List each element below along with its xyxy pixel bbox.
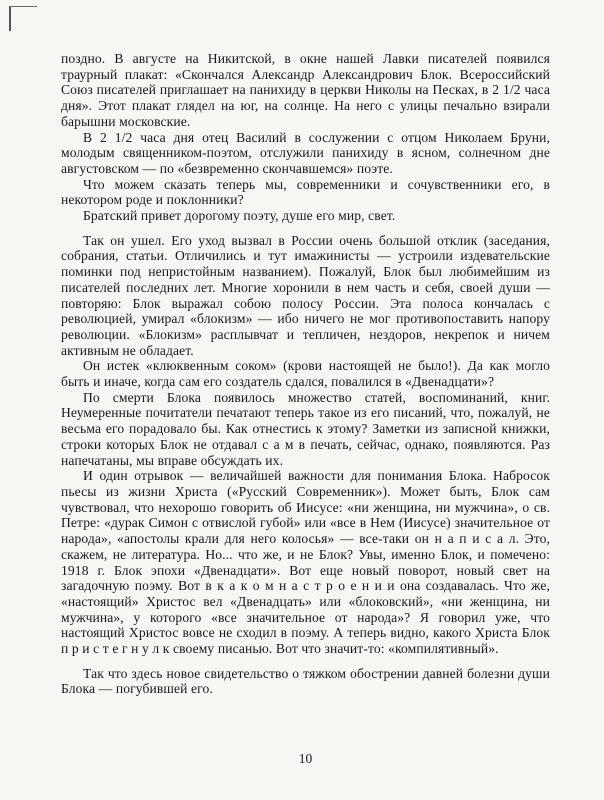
page-number: 10	[298, 751, 313, 766]
paragraph: Так он ушел. Его уход вызвал в России очень большой отклик (заседания, собрания, статьи. Отличились и тут имажинисты — устроили издевательские поминки под непристойным названием). Пожалуй, Блок был любимейшим из писателей последних лет. Многие хоронили в нем часть и себя, своей души — повторяю: Блок выражал собою полосу России. Эта полоса кончалась с революцией, умирал «блокизм» — ибо ничего не мог противопоставить напору революции. «Блокизм» расплывчат и тепличен, нездоров, некрепок и ничем активным не обладает.	[61, 232, 550, 358]
scan-edge-artifact	[9, 6, 37, 31]
paragraph: Братский привет дорогому поэту, душе его мир, свет.	[83, 208, 396, 224]
paragraph: И один отрывок — величайшей важности для понимания Блока. Набросок пьесы из жизни Христа («Русский Современник»). Может быть, Блок сам чувствовал, что нехорошо говорить об Иисусе: «ни женщина, ни мужчина», о св. Петре: «дурак Симон с отвислой губой» или «все в Нем (Иисусе) значительное от народа», «апостолы крали для него колосья» — все-таки он н а п и с а л. Это, скажем, не литература. Но... что же, и не Блок? Увы, именно Блок, и помечено: 1918 г. Блок эпохи «Двенадцати». Вот еще новый поворот, новый свет на загадочную поэму. Вот в к а к о м н а с т р о е н и и она создавалась. Что же, «настоящий» Христос вел «Двенадцать» или «блоковский», «ни женщина, ни мужчина», у которого «все значительное от народа»? Я говорил уже, что настоящий Христос вовсе не сходил в поэму. А теперь видно, какого Христа Блок п р и с т е г н у л к своему писанью. Вот что значит-то: «компилятивный».	[61, 468, 550, 657]
paragraph: В 2 1/2 часа дня отец Василий в сослужении с отцом Николаем Бруни, молодым священником-поэтом, отслужили панихиду в ясном, солнечном дне августовском — по «безвременно скончавшемся» поэте.	[61, 129, 550, 176]
paragraph: Так что здесь новое свидетельство о тяжком обострении давней болезни души Блока — погубившей его.	[61, 665, 550, 697]
paragraph: Что можем сказать теперь мы, современники и сочувственники его, в некотором роде и поклонники?	[61, 176, 550, 208]
paragraph: Он истек «клюквенным соком» (крови настоящей не было!). Да как могло быть и иначе, когда сам его создатель сдался, повалился в «Двенадцати»?	[61, 358, 550, 390]
page-text	[61, 51, 550, 697]
paragraph: По смерти Блока появилось множество статей, воспоминаний, книг. Неумеренные почитатели печатают теперь такое из его писаний, что, пожалуй, не весьма его порадовало бы. Как отнестись к этому? Заметки из записной книжки, строки которых Блок не отдавал с а м в печать, сейчас, однако, появляются. Раз напечатаны, мы вправе обсуждать их.	[61, 389, 550, 468]
paragraph: поздно. В августе на Никитской, в окне нашей Лавки писателей появился траурный плакат: «Скончался Александр Александрович Блок. Всероссийский Союз писателей приглашает на панихиду в церкви Николы на Песках, в 2 1/2 часа дня». Этот плакат глядел на юг, на солнце. На него с улицы печально взирали барышни московские.	[61, 51, 550, 129]
